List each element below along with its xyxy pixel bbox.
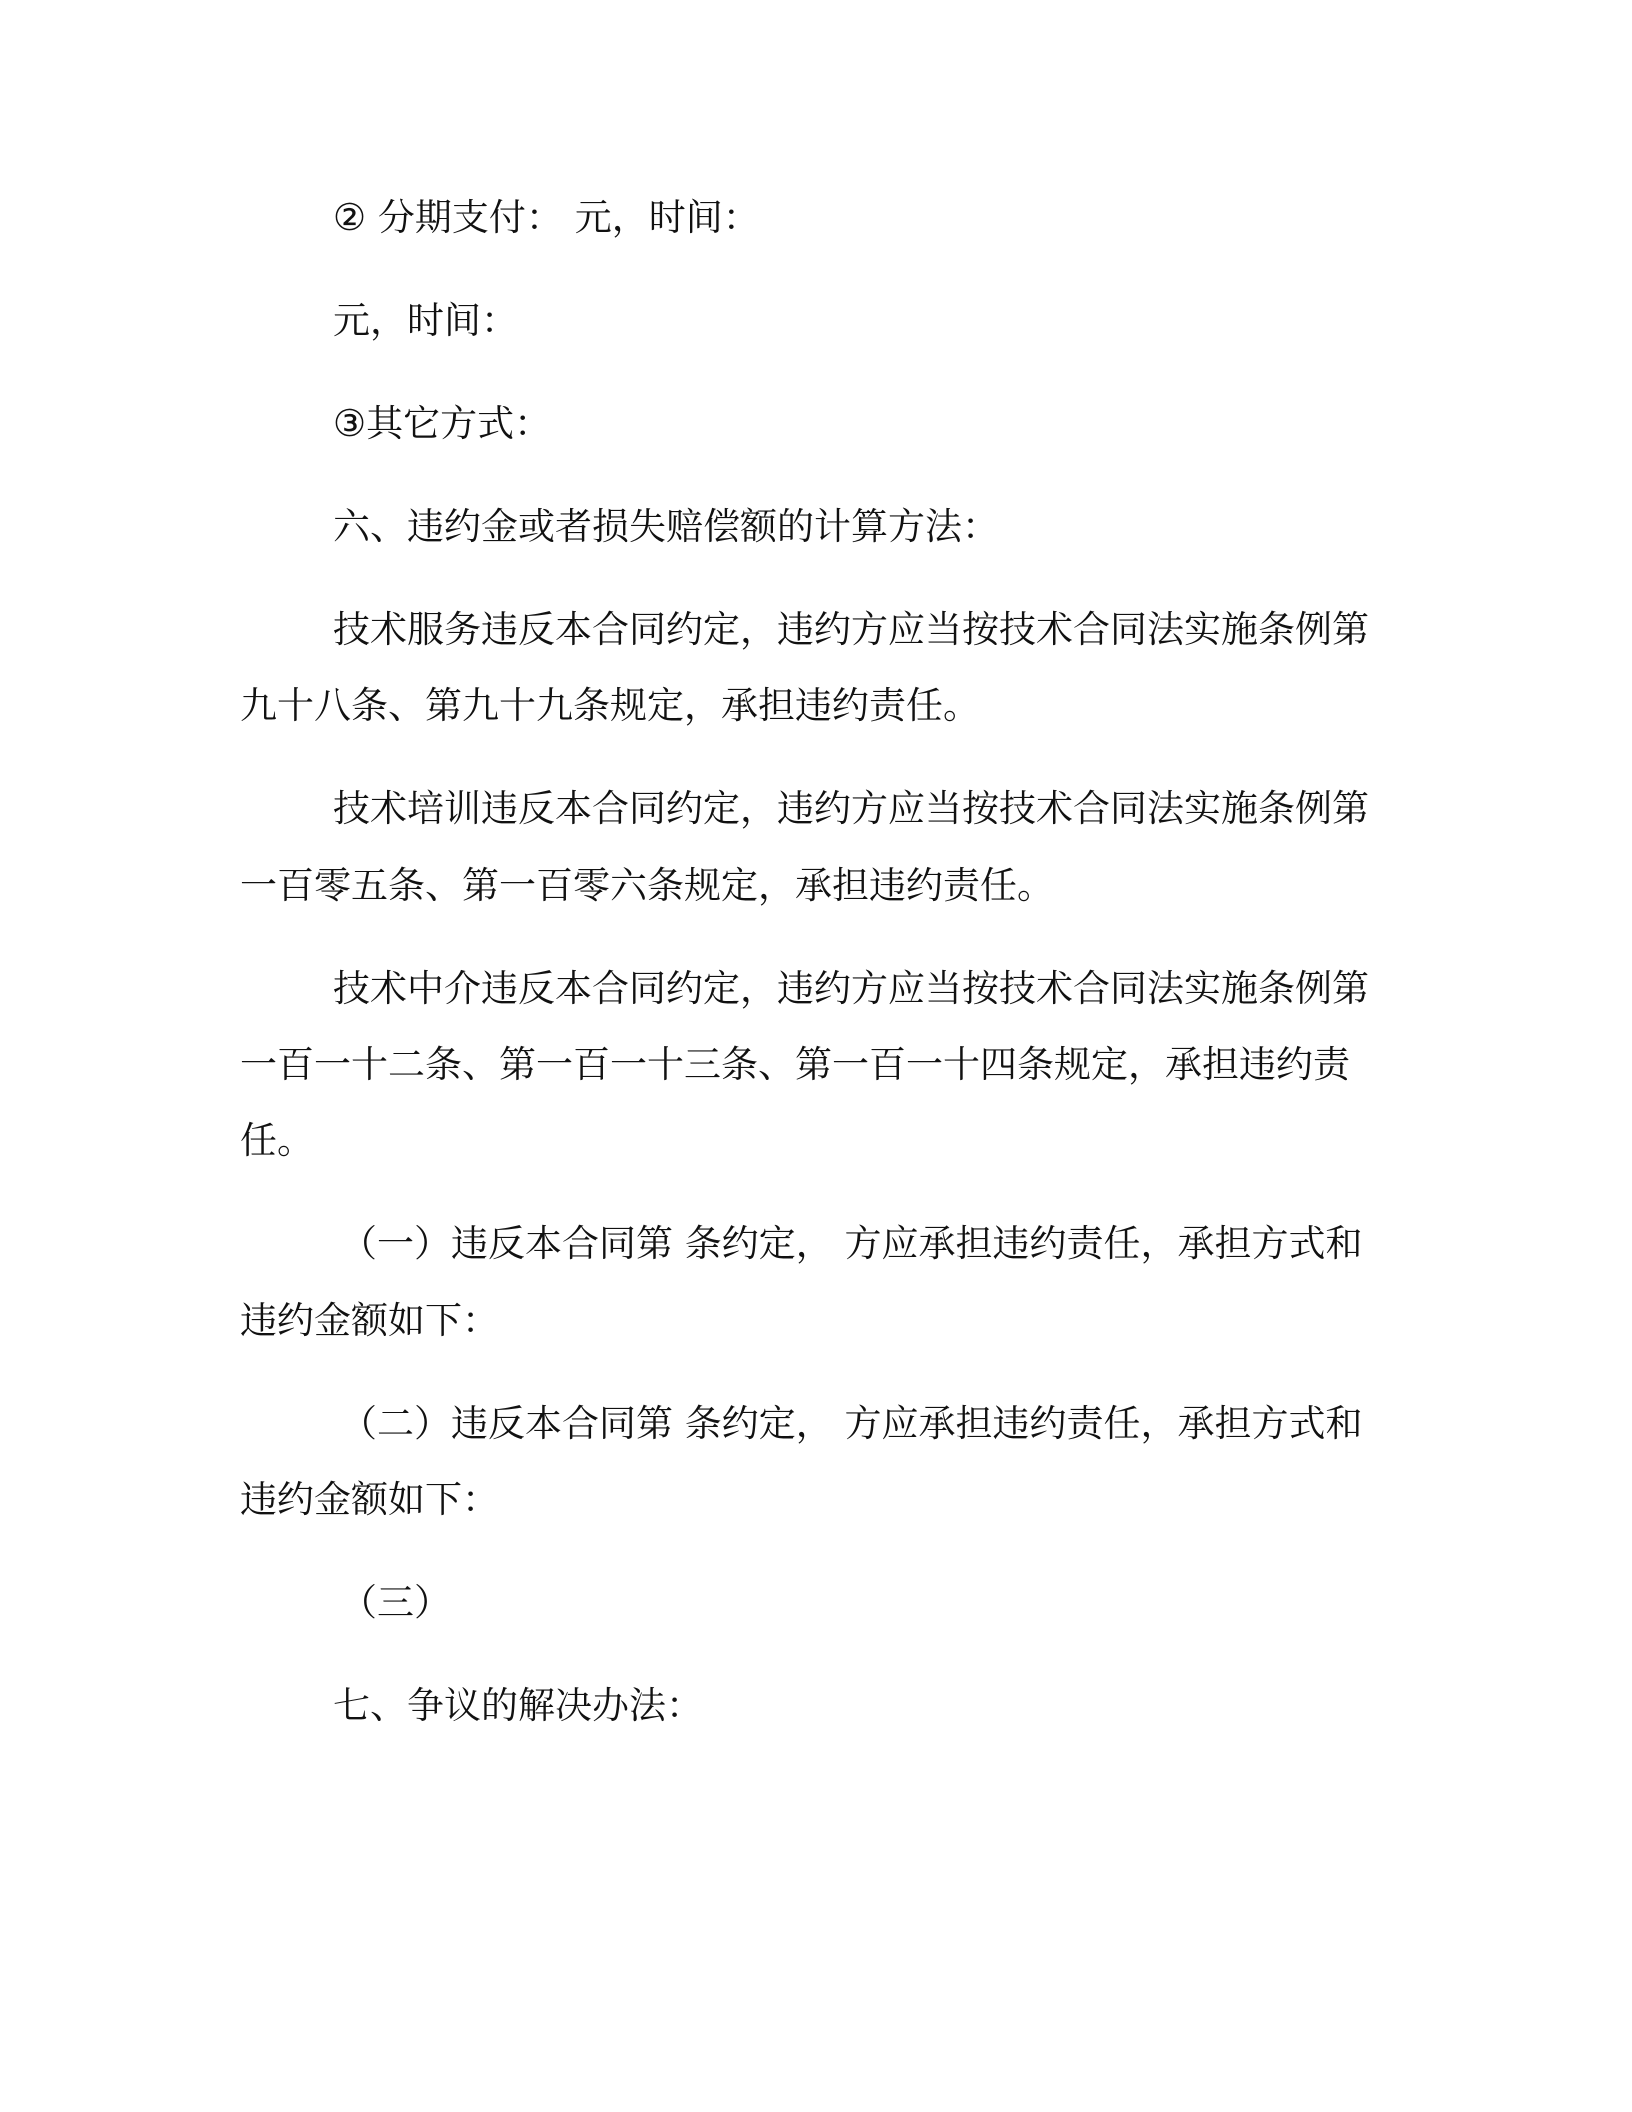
- breach-item-one-line-1: （一）违反本合同第 条约定， 方应承担违约责任，承担方式和: [340, 1222, 1363, 1265]
- breach-item-two-line-1: （二）违反本合同第 条约定， 方应承担违约责任，承担方式和: [340, 1402, 1363, 1445]
- section-seven-heading: 七、争议的解决办法：: [333, 1684, 703, 1727]
- tech-intermediary-paragraph-line-2: 一百一十二条、第一百一十三条、第一百一十四条规定，承担违约责: [240, 1043, 1350, 1086]
- tech-service-paragraph-line-1: 技术服务违反本合同约定，违约方应当按技术合同法实施条例第: [333, 608, 1369, 651]
- breach-item-two-line-2: 违约金额如下：: [240, 1478, 499, 1521]
- tech-intermediary-paragraph-line-1: 技术中介违反本合同约定，违约方应当按技术合同法实施条例第: [333, 967, 1369, 1010]
- amount-time-line: 元，时间：: [333, 299, 518, 342]
- section-six-heading: 六、违约金或者损失赔偿额的计算方法：: [333, 505, 999, 548]
- installment-payment-line: ② 分期支付： 元，时间：: [333, 196, 760, 239]
- tech-intermediary-paragraph-line-3: 任。: [240, 1119, 314, 1162]
- other-method-line: ③其它方式：: [333, 402, 552, 445]
- breach-item-three: （三）: [340, 1581, 451, 1624]
- tech-training-paragraph-line-1: 技术培训违反本合同约定，违约方应当按技术合同法实施条例第: [333, 787, 1369, 830]
- breach-item-one-line-2: 违约金额如下：: [240, 1299, 499, 1342]
- tech-training-paragraph-line-2: 一百零五条、第一百零六条规定，承担违约责任。: [240, 864, 1054, 907]
- tech-service-paragraph-line-2: 九十八条、第九十九条规定，承担违约责任。: [240, 684, 980, 727]
